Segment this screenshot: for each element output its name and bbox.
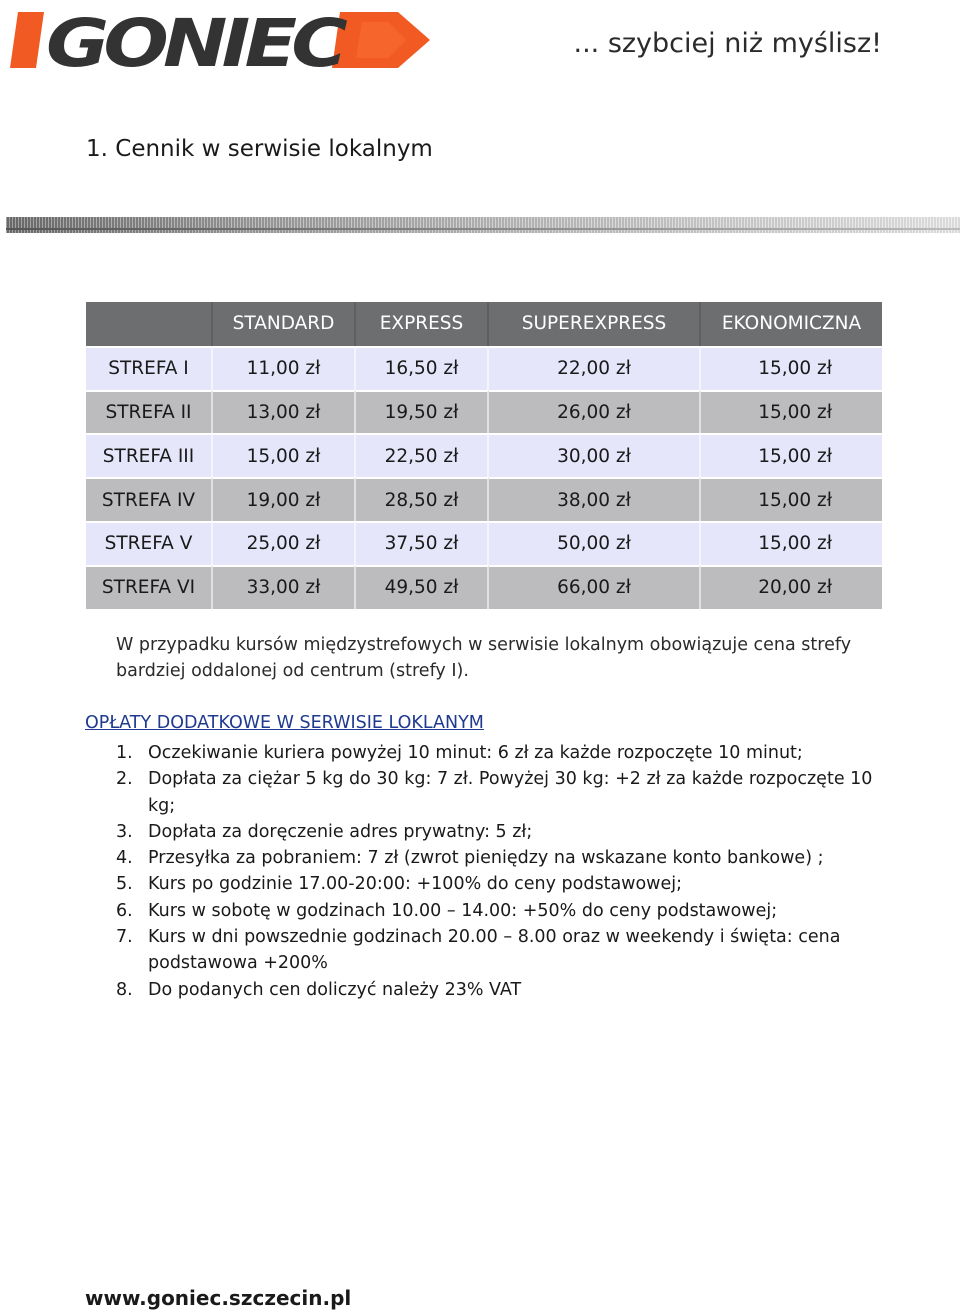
column-header-express: EXPRESS (356, 302, 489, 346)
price-cell: 25,00 zł (213, 521, 356, 565)
list-item-text: Kurs po godzinie 17.00-20:00: +100% do ceny podstawowej; (148, 874, 683, 895)
price-cell: 15,00 zł (701, 477, 882, 521)
zone-cell: STREFA IV (86, 477, 213, 521)
table-row (86, 477, 882, 521)
price-cell: 15,00 zł (701, 433, 882, 477)
list-item (116, 977, 896, 1003)
price-cell: 15,00 zł (701, 346, 882, 390)
list-item-number: 5. (116, 874, 133, 895)
price-cell: 15,00 zł (701, 390, 882, 434)
list-item (116, 819, 896, 845)
zone-cell: STREFA VI (86, 565, 213, 609)
list-item-text: Kurs w sobotę w godzinach 10.00 – 14.00: +50% do ceny podstawowej; (148, 900, 778, 921)
column-header-standard: STANDARD (213, 302, 356, 346)
list-item-number: 4. (116, 848, 133, 869)
table-header-row (86, 302, 882, 346)
list-item-text: Dopłata za doręczenie adres prywatny: 5 zł; (148, 821, 533, 842)
list-item-number: 8. (116, 979, 133, 1000)
list-item (116, 924, 896, 977)
list-item-text: Oczekiwanie kuriera powyżej 10 minut: 6 zł za każde rozpoczęte 10 minut; (148, 743, 803, 763)
list-item-number: 6. (116, 900, 133, 921)
price-cell: 15,00 zł (213, 433, 356, 477)
list-item-number: 2. (116, 769, 133, 790)
price-cell: 19,00 zł (213, 477, 356, 521)
price-table (86, 302, 882, 609)
extra-fees-list (116, 740, 896, 1003)
price-cell: 20,00 zł (701, 565, 882, 609)
table-row (86, 390, 882, 434)
column-header-superexpress: SUPEREXPRESS (489, 302, 701, 346)
goniec-logo (10, 6, 430, 72)
price-cell: 19,50 zł (356, 390, 489, 434)
logo-wordmark: GONIEC (46, 6, 348, 72)
list-item-number: 3. (116, 821, 133, 842)
tagline: ... szybciej niż myślisz! (573, 28, 882, 59)
list-item-number: 7. (116, 927, 133, 948)
price-cell: 66,00 zł (489, 565, 701, 609)
list-item-text: Przesyłka za pobraniem: 7 zł (zwrot pieniędzy na wskazane konto bankowe) ; (148, 848, 824, 869)
price-cell: 28,50 zł (356, 477, 489, 521)
page-title: 1. Cennik w serwisie lokalnym (86, 136, 433, 162)
zone-cell: STREFA II (86, 390, 213, 434)
table-row (86, 346, 882, 390)
inter-zone-note: W przypadku kursów międzystrefowych w serwisie lokalnym obowiązuje cena strefy bardziej oddalonej od centrum (strefy I). (116, 635, 852, 681)
price-cell: 16,50 zł (356, 346, 489, 390)
price-cell: 50,00 zł (489, 521, 701, 565)
price-cell: 13,00 zł (213, 390, 356, 434)
price-cell: 33,00 zł (213, 565, 356, 609)
list-item-text: Dopłata za ciężar 5 kg do 30 kg: 7 zł. Powyżej 30 kg: +2 zł za każde rozpoczęte 10 kg; (148, 769, 873, 816)
price-cell: 11,00 zł (213, 346, 356, 390)
price-cell: 26,00 zł (489, 390, 701, 434)
column-header-zone (86, 302, 213, 346)
list-item (116, 766, 896, 819)
price-cell: 22,00 zł (489, 346, 701, 390)
zone-cell: STREFA V (86, 521, 213, 565)
decorative-divider (6, 217, 960, 233)
price-cell: 38,00 zł (489, 477, 701, 521)
price-cell: 37,50 zł (356, 521, 489, 565)
price-cell: 22,50 zł (356, 433, 489, 477)
list-item-text: Kurs w dni powszednie godzinach 20.00 – 8.00 oraz w weekendy i święta: cena podstawowa +200% (148, 927, 841, 974)
extra-fees-title: OPŁATY DODATKOWE W SERWISIE LOKLANYM (85, 713, 484, 733)
list-item (116, 898, 896, 924)
list-item (116, 871, 896, 897)
table-row (86, 433, 882, 477)
zone-cell: STREFA III (86, 433, 213, 477)
price-cell: 15,00 zł (701, 521, 882, 565)
footer-website-link[interactable]: www.goniec.szczecin.pl (85, 1286, 352, 1310)
table-row (86, 521, 882, 565)
price-cell: 30,00 zł (489, 433, 701, 477)
table-row (86, 565, 882, 609)
zone-cell: STREFA I (86, 346, 213, 390)
column-header-ekonomiczna: EKONOMICZNA (701, 302, 882, 346)
list-item-text: Do podanych cen doliczyć należy 23% VAT (148, 979, 522, 1000)
list-item (116, 845, 896, 871)
list-item (116, 740, 896, 766)
list-item-number: 1. (116, 743, 133, 763)
price-cell: 49,50 zł (356, 565, 489, 609)
goniec-logo-icon (10, 6, 430, 72)
